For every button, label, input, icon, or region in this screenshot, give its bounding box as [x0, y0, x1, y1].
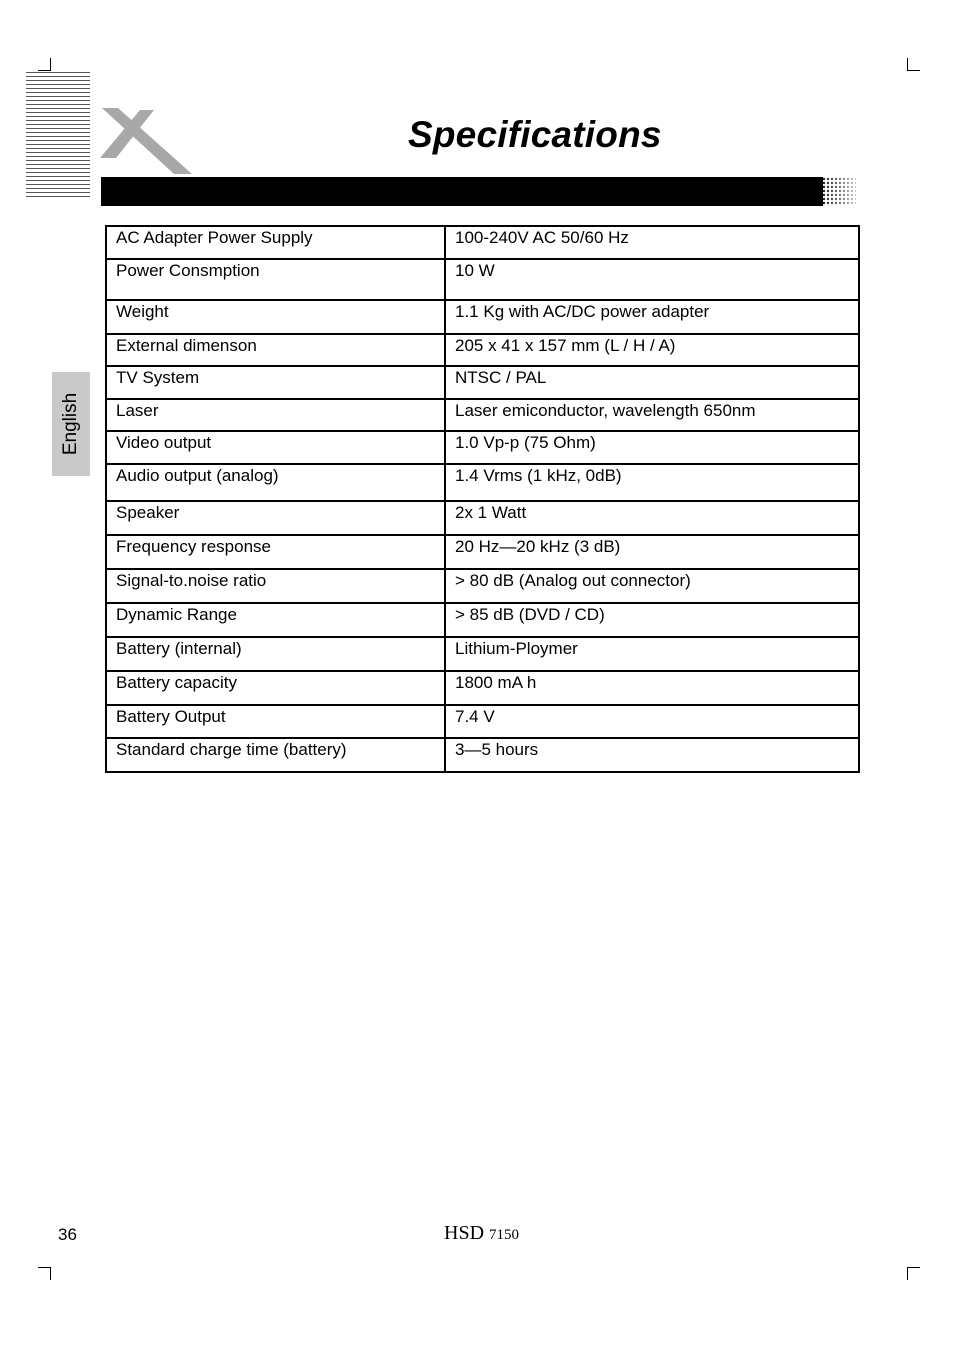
spec-label: Power Consmption — [106, 259, 445, 300]
table-row — [106, 226, 859, 259]
spec-label: Laser — [106, 399, 445, 431]
crop-mark-bottom-right — [907, 1267, 920, 1280]
spec-label: Battery Output — [106, 705, 445, 738]
title-bar — [101, 177, 823, 206]
spec-label: AC Adapter Power Supply — [106, 226, 445, 259]
model-name — [444, 1222, 519, 1245]
spec-value: 7.4 V — [445, 705, 859, 738]
table-row — [106, 501, 859, 535]
spec-value: 100-240V AC 50/60 Hz — [445, 226, 859, 259]
page-number: 36 — [58, 1225, 77, 1244]
spec-value: 20 Hz—20 kHz (3 dB) — [445, 535, 859, 569]
title-bar-dot-pattern — [818, 177, 856, 206]
spec-value: 1.4 Vrms (1 kHz, 0dB) — [445, 464, 859, 501]
table-row — [106, 705, 859, 738]
spec-label: Battery capacity — [106, 671, 445, 705]
spec-label: Battery (internal) — [106, 637, 445, 671]
spec-value: > 80 dB (Analog out connector) — [445, 569, 859, 603]
spec-value: Lithium-Ploymer — [445, 637, 859, 671]
spec-value: 10 W — [445, 259, 859, 300]
spec-label: Weight — [106, 300, 445, 334]
spec-value: 1.1 Kg with AC/DC power adapter — [445, 300, 859, 334]
xoro-x-logo-icon — [96, 100, 196, 176]
table-row — [106, 637, 859, 671]
spec-label: Audio output (analog) — [106, 464, 445, 501]
decorative-stripes — [26, 72, 90, 200]
spec-value: 205 x 41 x 157 mm (L / H / A) — [445, 334, 859, 366]
table-row — [106, 259, 859, 300]
table-row — [106, 603, 859, 637]
model-prefix: HSD — [444, 1222, 485, 1244]
model-number: 7150 — [489, 1227, 520, 1243]
spec-label: Standard charge time (battery) — [106, 738, 445, 772]
specifications-table — [105, 225, 860, 773]
language-label: English — [60, 392, 81, 456]
table-row — [106, 366, 859, 399]
page-title: Specifications — [408, 114, 662, 155]
crop-mark-top-left — [38, 58, 51, 71]
table-row — [106, 671, 859, 705]
spec-value: > 85 dB (DVD / CD) — [445, 603, 859, 637]
table-row — [106, 399, 859, 431]
spec-value: Laser emiconductor, wavelength 650nm — [445, 399, 859, 431]
spec-label: Signal-to.noise ratio — [106, 569, 445, 603]
spec-label: Video output — [106, 431, 445, 464]
table-row — [106, 738, 859, 772]
table-row — [106, 569, 859, 603]
spec-value: 1800 mA h — [445, 671, 859, 705]
spec-label: Frequency response — [106, 535, 445, 569]
table-row — [106, 464, 859, 501]
table-row — [106, 300, 859, 334]
spec-value: 1.0 Vp-p (75 Ohm) — [445, 431, 859, 464]
table-row — [106, 431, 859, 464]
crop-mark-bottom-left — [38, 1267, 51, 1280]
spec-value: 3—5 hours — [445, 738, 859, 772]
language-tab — [52, 372, 90, 476]
spec-label: Speaker — [106, 501, 445, 535]
table-row — [106, 334, 859, 366]
spec-label: External dimenson — [106, 334, 445, 366]
spec-label: TV System — [106, 366, 445, 399]
spec-value: NTSC / PAL — [445, 366, 859, 399]
spec-label: Dynamic Range — [106, 603, 445, 637]
spec-value: 2x 1 Watt — [445, 501, 859, 535]
crop-mark-top-right — [907, 58, 920, 71]
table-row — [106, 535, 859, 569]
